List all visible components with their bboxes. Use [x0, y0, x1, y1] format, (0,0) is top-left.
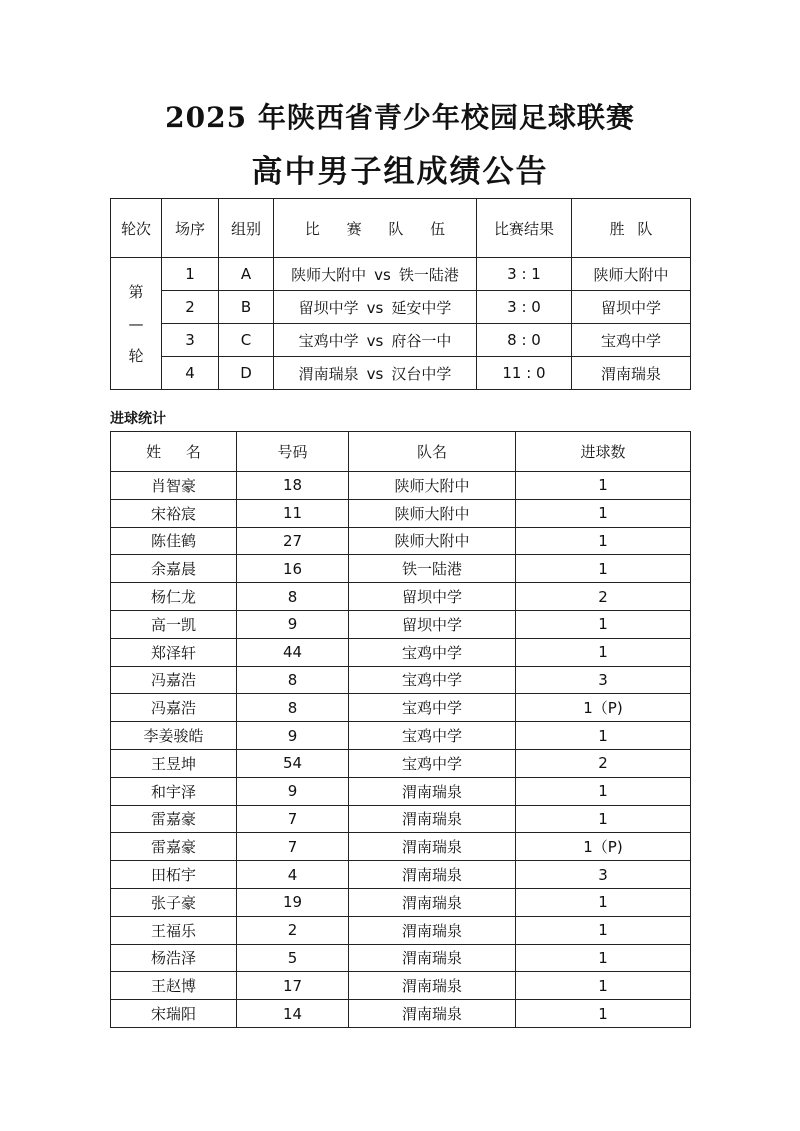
- team-name: 渭南瑞泉: [349, 972, 516, 1000]
- goal-row: [111, 610, 691, 638]
- jersey-number: 27: [237, 527, 349, 555]
- goal-row: [111, 1000, 691, 1028]
- goal-count: 1（P): [516, 694, 691, 722]
- vs-label: vs: [374, 265, 391, 284]
- goal-row: [111, 805, 691, 833]
- jersey-number: 9: [237, 722, 349, 750]
- header-jersey-number: 号码: [237, 432, 349, 472]
- match-result: 11 : 0: [477, 357, 572, 390]
- jersey-number: 7: [237, 805, 349, 833]
- goal-row: [111, 749, 691, 777]
- player-name: 雷嘉豪: [111, 833, 237, 861]
- player-name: 肖智豪: [111, 472, 237, 500]
- goal-row: [111, 583, 691, 611]
- jersey-number: 9: [237, 610, 349, 638]
- match-row: [111, 258, 691, 291]
- match-result: 8 : 0: [477, 324, 572, 357]
- away-team: 延安中学: [391, 298, 452, 317]
- home-team: 留坝中学: [298, 298, 359, 317]
- header-goal-count: 进球数: [516, 432, 691, 472]
- goal-row: [111, 666, 691, 694]
- goal-row: [111, 861, 691, 889]
- player-name: 张子豪: [111, 888, 237, 916]
- goal-count: 1（P): [516, 833, 691, 861]
- team-name: 宝鸡中学: [349, 722, 516, 750]
- page-subtitle: 高中男子组成绩公告: [251, 154, 549, 190]
- round-label-char: 第: [128, 282, 144, 301]
- jersey-number: 9: [237, 777, 349, 805]
- away-team: 铁一陆港: [398, 265, 459, 284]
- player-name: 杨仁龙: [111, 583, 237, 611]
- team-name: 渭南瑞泉: [349, 1000, 516, 1028]
- jersey-number: 18: [237, 472, 349, 500]
- team-name: 留坝中学: [349, 583, 516, 611]
- match-row: [111, 324, 691, 357]
- goal-count: 1: [516, 888, 691, 916]
- goal-row: [111, 944, 691, 972]
- match-winner: 渭南瑞泉: [572, 357, 691, 390]
- away-team: 汉台中学: [391, 364, 452, 383]
- round-cell: [111, 258, 162, 390]
- team-name: 渭南瑞泉: [349, 888, 516, 916]
- match-teams: [274, 258, 477, 291]
- match-number: 3: [162, 324, 219, 357]
- player-name: 冯嘉浩: [111, 694, 237, 722]
- match-result: 3 : 0: [477, 291, 572, 324]
- round-label-char: 轮: [128, 346, 144, 365]
- match-teams: [274, 291, 477, 324]
- header-result: 比赛结果: [477, 199, 572, 258]
- goal-row: [111, 638, 691, 666]
- match-winner: 陕师大附中: [572, 258, 691, 291]
- match-result: 3 : 1: [477, 258, 572, 291]
- page-title: 2025 年陕西省青少年校园足球联赛: [165, 101, 635, 134]
- away-team: 府谷一中: [391, 331, 452, 350]
- goal-count: 1: [516, 1000, 691, 1028]
- team-name: 宝鸡中学: [349, 666, 516, 694]
- goal-row: [111, 499, 691, 527]
- team-name: 渭南瑞泉: [349, 805, 516, 833]
- team-name: 宝鸡中学: [349, 694, 516, 722]
- team-name: 陕师大附中: [349, 499, 516, 527]
- team-name: 渭南瑞泉: [349, 944, 516, 972]
- goal-count: 1: [516, 555, 691, 583]
- match-group: B: [219, 291, 274, 324]
- player-name: 余嘉晨: [111, 555, 237, 583]
- match-winner: 留坝中学: [572, 291, 691, 324]
- jersey-number: 8: [237, 583, 349, 611]
- goal-row: [111, 777, 691, 805]
- match-group: D: [219, 357, 274, 390]
- home-team: 宝鸡中学: [298, 331, 359, 350]
- home-team: 渭南瑞泉: [298, 364, 359, 383]
- match-results-table: [110, 198, 691, 390]
- player-name: 高一凯: [111, 610, 237, 638]
- player-name: 雷嘉豪: [111, 805, 237, 833]
- player-name: 宋裕宸: [111, 499, 237, 527]
- goal-count: 1: [516, 472, 691, 500]
- team-name: 陕师大附中: [349, 472, 516, 500]
- jersey-number: 2: [237, 916, 349, 944]
- player-name: 陈佳鹤: [111, 527, 237, 555]
- match-number: 1: [162, 258, 219, 291]
- header-teams: 比 赛 队 伍: [274, 199, 477, 258]
- round-label-char: —: [128, 314, 144, 333]
- goal-count: 2: [516, 583, 691, 611]
- goal-row: [111, 472, 691, 500]
- header-winner: 胜 队: [572, 199, 691, 258]
- header-group: 组别: [219, 199, 274, 258]
- home-team: 陕师大附中: [291, 265, 367, 284]
- vs-label: vs: [366, 331, 384, 350]
- goal-count: 1: [516, 777, 691, 805]
- jersey-number: 8: [237, 666, 349, 694]
- player-name: 李姜骏皓: [111, 722, 237, 750]
- vs-label: vs: [366, 364, 384, 383]
- jersey-number: 54: [237, 749, 349, 777]
- team-name: 渭南瑞泉: [349, 861, 516, 889]
- goal-row: [111, 888, 691, 916]
- jersey-number: 14: [237, 1000, 349, 1028]
- jersey-number: 8: [237, 694, 349, 722]
- jersey-number: 17: [237, 972, 349, 1000]
- goal-count: 1: [516, 527, 691, 555]
- player-name: 王福乐: [111, 916, 237, 944]
- goal-row: [111, 527, 691, 555]
- goal-row: [111, 694, 691, 722]
- header-player-name: 姓 名: [111, 432, 237, 472]
- match-number: 4: [162, 357, 219, 390]
- goal-row: [111, 555, 691, 583]
- jersey-number: 44: [237, 638, 349, 666]
- goal-count: 2: [516, 749, 691, 777]
- match-group: A: [219, 258, 274, 291]
- goal-count: 1: [516, 499, 691, 527]
- player-name: 田柘宇: [111, 861, 237, 889]
- team-name: 留坝中学: [349, 610, 516, 638]
- goal-table-header: [111, 432, 691, 472]
- player-name: 冯嘉浩: [111, 666, 237, 694]
- goal-row: [111, 972, 691, 1000]
- header-team-name: 队名: [349, 432, 516, 472]
- goal-count: 1: [516, 610, 691, 638]
- jersey-number: 7: [237, 833, 349, 861]
- match-teams: [274, 357, 477, 390]
- team-name: 渭南瑞泉: [349, 777, 516, 805]
- goal-count: 1: [516, 916, 691, 944]
- match-row: [111, 291, 691, 324]
- header-round: 轮次: [111, 199, 162, 258]
- goal-count: 1: [516, 722, 691, 750]
- match-teams: [274, 324, 477, 357]
- goal-count: 1: [516, 805, 691, 833]
- match-number: 2: [162, 291, 219, 324]
- goal-stats-table: [110, 431, 691, 1028]
- player-name: 杨浩泽: [111, 944, 237, 972]
- goal-row: [111, 916, 691, 944]
- goal-count: 1: [516, 972, 691, 1000]
- vs-label: vs: [366, 298, 384, 317]
- player-name: 郑泽轩: [111, 638, 237, 666]
- jersey-number: 5: [237, 944, 349, 972]
- goal-row: [111, 722, 691, 750]
- team-name: 铁一陆港: [349, 555, 516, 583]
- goal-count: 1: [516, 638, 691, 666]
- jersey-number: 19: [237, 888, 349, 916]
- team-name: 陕师大附中: [349, 527, 516, 555]
- match-table-header: [111, 199, 691, 258]
- player-name: 和宇泽: [111, 777, 237, 805]
- match-winner: 宝鸡中学: [572, 324, 691, 357]
- goal-count: 3: [516, 861, 691, 889]
- jersey-number: 11: [237, 499, 349, 527]
- team-name: 宝鸡中学: [349, 749, 516, 777]
- match-group: C: [219, 324, 274, 357]
- player-name: 宋瑞阳: [111, 1000, 237, 1028]
- goal-count: 1: [516, 944, 691, 972]
- team-name: 渭南瑞泉: [349, 833, 516, 861]
- goal-count: 3: [516, 666, 691, 694]
- jersey-number: 16: [237, 555, 349, 583]
- jersey-number: 4: [237, 861, 349, 889]
- player-name: 王昱坤: [111, 749, 237, 777]
- team-name: 宝鸡中学: [349, 638, 516, 666]
- match-row: [111, 357, 691, 390]
- goal-section-title: 进球统计: [110, 411, 166, 427]
- team-name: 渭南瑞泉: [349, 916, 516, 944]
- goal-row: [111, 833, 691, 861]
- header-match-no: 场序: [162, 199, 219, 258]
- player-name: 王赵博: [111, 972, 237, 1000]
